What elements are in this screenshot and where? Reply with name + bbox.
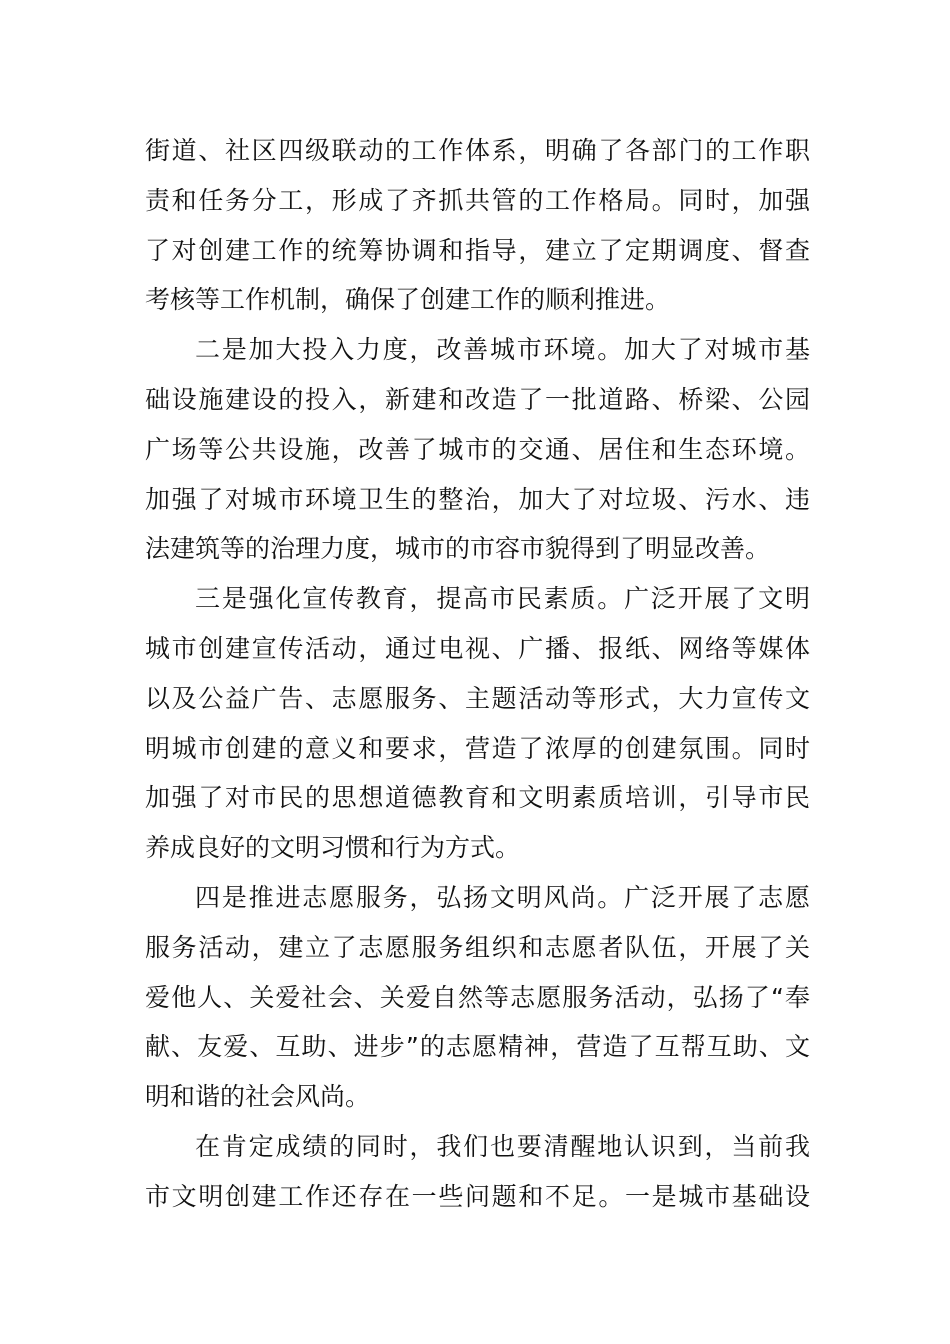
body-text [145,126,810,1222]
text-line: 了对创建工作的统筹协调和指导，建立了定期调度、督查 [145,235,810,265]
text-line: 服务活动，建立了志愿服务组织和志愿者队伍，开展了关 [145,932,810,962]
text-line: 广场等公共设施，改善了城市的交通、居住和生态环境。 [145,434,810,464]
text-line: 明城市创建的意义和要求，营造了浓厚的创建氛围。同时 [145,733,810,763]
text-line: 明和谐的社会风尚。 [145,1082,371,1112]
paragraph-start-line: 三是强化宣传教育，提高市民素质。广泛开展了文明 [195,584,810,614]
text-line: 市文明创建工作还存在一些问题和不足。一是城市基础设 [145,1181,810,1211]
text-line: 爱他人、关爱社会、关爱自然等志愿服务活动，弘扬了“奉 [145,982,810,1012]
text-line: 以及公益广告、志愿服务、主题活动等形式，大力宣传文 [145,683,810,713]
text-line: 础设施建设的投入，新建和改造了一批道路、桥梁、公园 [145,384,810,414]
paragraph-start-line: 在肯定成绩的同时，我们也要清醒地认识到，当前我 [195,1131,810,1161]
text-line: 加强了对市民的思想道德教育和文明素质培训，引导市民 [145,783,810,813]
text-line: 养成良好的文明习惯和行为方式。 [145,833,521,863]
text-line: 城市创建宣传活动，通过电视、广播、报纸、网络等媒体 [145,633,810,663]
text-line: 法建筑等的治理力度，城市的市容市貌得到了明显改善。 [145,534,771,564]
text-line: 责和任务分工，形成了齐抓共管的工作格局。同时，加强 [145,185,810,215]
paragraph-start-line: 四是推进志愿服务，弘扬文明风尚。广泛开展了志愿 [195,882,810,912]
paragraph-start-line: 二是加大投入力度，改善城市环境。加大了对城市基 [195,335,810,365]
text-line: 献、友爱、互助、进步”的志愿精神，营造了互帮互助、文 [145,1032,810,1062]
text-line: 考核等工作机制，确保了创建工作的顺利推进。 [145,285,671,315]
text-line: 加强了对城市环境卫生的整治，加大了对垃圾、污水、违 [145,484,810,514]
text-line: 街道、社区四级联动的工作体系，明确了各部门的工作职 [145,136,810,165]
